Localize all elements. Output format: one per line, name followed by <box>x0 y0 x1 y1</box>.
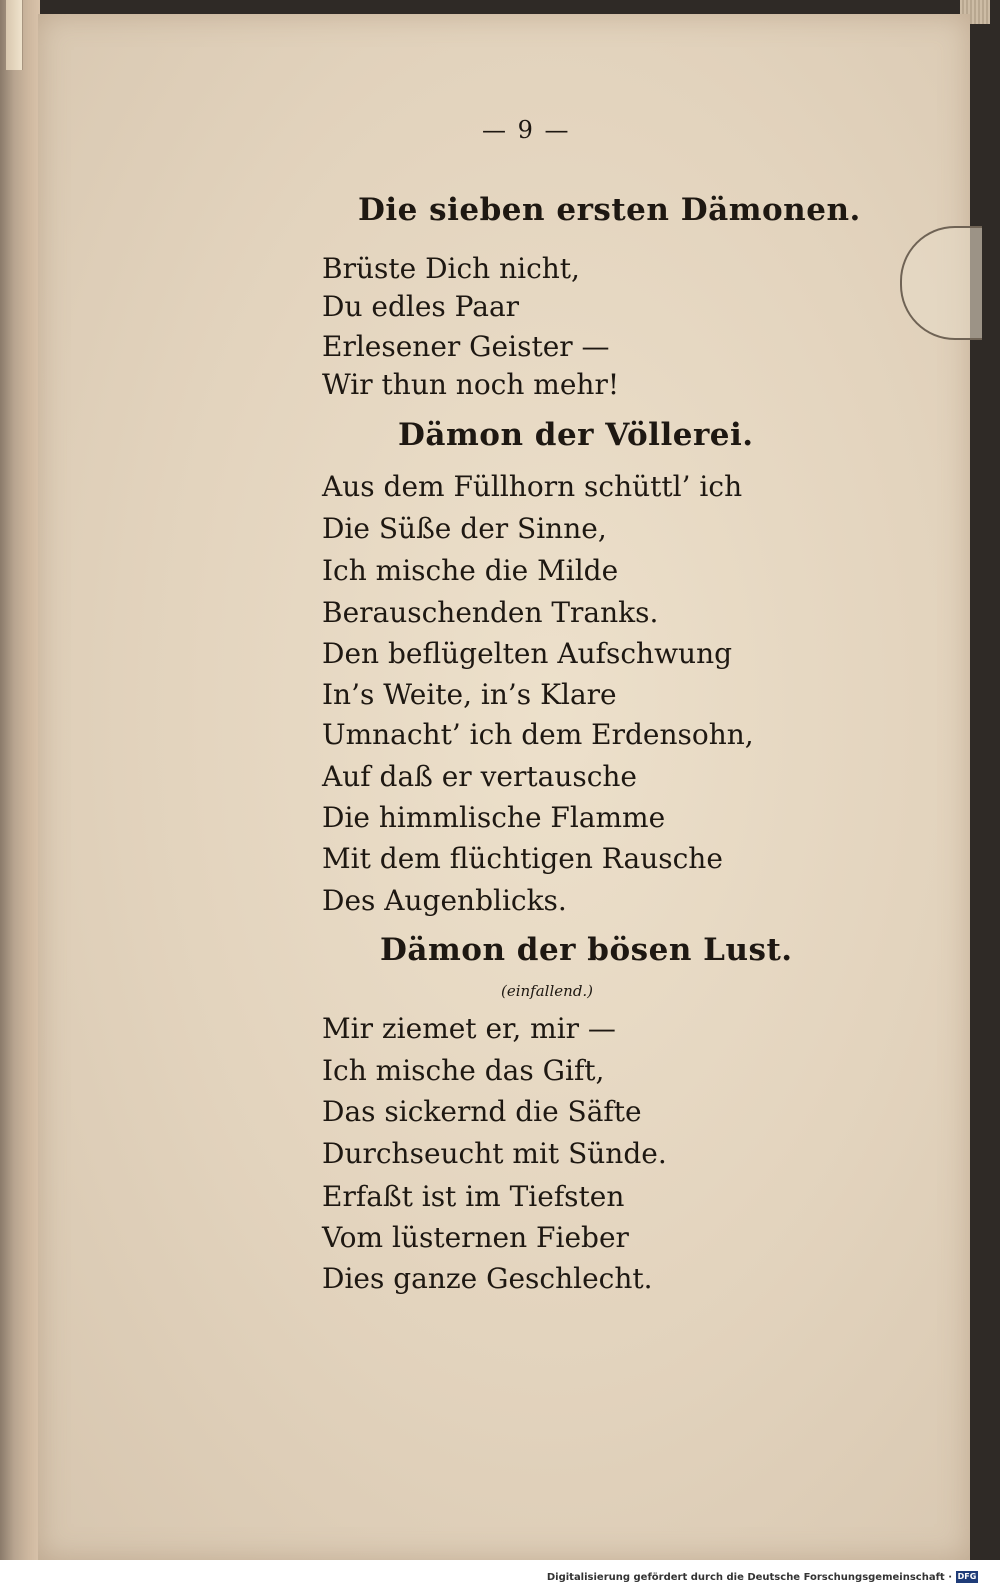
verse-line: Ich mische das Gift, <box>322 1054 605 1087</box>
verse-line: Du edles Paar <box>322 290 520 323</box>
verse-line: Den beflügelten Aufschwung <box>322 637 733 670</box>
verse-line: Auf daß er vertausche <box>322 760 637 793</box>
verse-line: Mit dem flüchtigen Rausche <box>322 842 723 875</box>
verse-line: Das sickernd die Säfte <box>322 1095 642 1128</box>
dfg-logo: DFG <box>957 1572 977 1581</box>
section-heading: Die sieben ersten Dämonen. <box>358 192 861 228</box>
verse-line: Die Süße der Sinne, <box>322 512 607 545</box>
page-number: — 9 — <box>482 116 571 144</box>
verse-line: Brüste Dich nicht, <box>322 252 580 285</box>
verse-line: Berauschenden Tranks. <box>322 596 659 629</box>
section-heading: Dämon der bösen Lust. <box>380 932 793 968</box>
verse-line: Des Augenblicks. <box>322 884 567 917</box>
verse-line: Wir thun noch mehr! <box>322 368 620 401</box>
verse-line: Ich mische die Milde <box>322 554 619 587</box>
verse-line: In’s Weite, in’s Klare <box>322 678 617 711</box>
verse-line: Umnacht’ ich dem Erdensohn, <box>322 718 754 751</box>
verse-line: Die himmlische Flamme <box>322 801 666 834</box>
funding-credit: Digitalisierung gefördert durch die Deutsche Forschungsgemeinschaft · <box>546 1572 952 1583</box>
verse-line: Aus dem Füllhorn schüttl’ ich <box>322 470 743 503</box>
verse-line: Erlesener Geister — <box>322 330 610 363</box>
verse-line: Vom lüsternen Fieber <box>322 1221 629 1254</box>
verse-line: Durchseucht mit Sünde. <box>322 1137 667 1170</box>
verse-line: Erfaßt ist im Tiefsten <box>322 1180 625 1213</box>
verse-line: Mir ziemet er, mir — <box>322 1012 616 1045</box>
verse-line: Dies ganze Geschlecht. <box>322 1262 653 1295</box>
stage-direction: (einfallend.) <box>501 982 594 1000</box>
section-heading: Dämon der Völlerei. <box>398 417 754 453</box>
